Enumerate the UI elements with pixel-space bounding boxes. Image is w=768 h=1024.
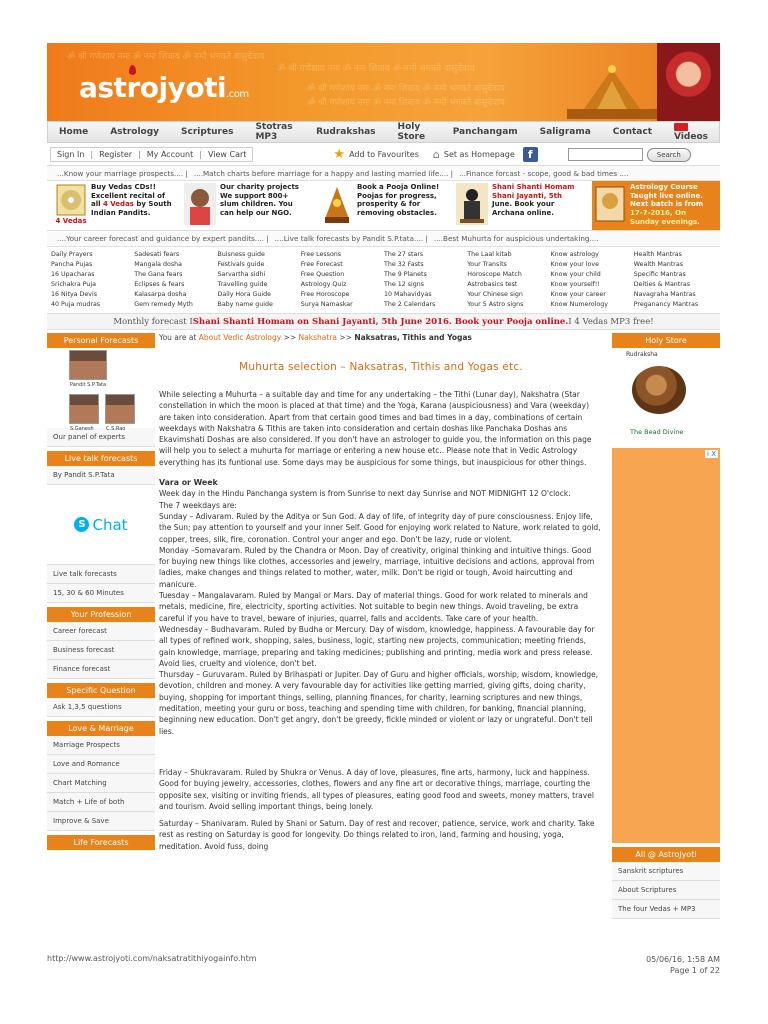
sidebar-item-four-vedas[interactable]: The four Vedas + MP3 [612,900,720,919]
ticker-bar [47,166,720,181]
quick-link[interactable]: Mangala dosha [134,261,182,268]
quick-link[interactable]: Baby name guide [217,301,273,308]
sidebar-item-chart-matching[interactable]: Chart Matching [47,774,155,793]
monthly-forecast-bar [47,314,720,330]
sidebar-item-match-life[interactable]: Match + Life of both [47,793,155,812]
promo-line: Next batch is from [630,200,704,209]
quick-link[interactable]: Health Mantras [633,251,682,258]
quick-link[interactable]: Your 5 Astro signs [467,301,524,308]
logo-text: astrojyoti [79,71,227,104]
divider: | [199,150,202,159]
ticker-bar [47,231,720,247]
monthly-suffix[interactable]: I 4 Vedas MP3 free! [568,316,654,327]
register-link[interactable]: Register [99,150,133,159]
paragraph: Wednesday – Budhavaram. Ruled by Budha or Mercury. Day of wisdom, knowledge, happiness. A favourable day for all types of refined work, shopping, sales, business, logic, starting new projects, communication; meeting friends, gain knowledge, marriage, preparing and taking medicines; publishing and printing, media work and press release. Avoid lies, cruelty and violence, don't bet. [159,624,595,668]
advertisement[interactable] [612,448,720,843]
skype-chat-button[interactable] [47,485,155,565]
breadcrumb-current: Naksatras, Tithis and Yogas [354,333,472,342]
set-homepage-link[interactable]: Set as Homepage [443,150,515,159]
search-button[interactable]: Search [647,148,691,162]
monthly-highlight-link[interactable]: Shani Shanti Homam on Shani Jayanti, 5th June 2016. Book your Pooja online. [192,316,569,327]
promo-astrology-course[interactable] [592,181,720,230]
sidebar-item-finance[interactable]: Finance forecast [47,660,155,679]
promo-line: Taught live online. [630,191,703,200]
quick-link[interactable]: Specific Mantras [633,271,686,278]
quick-link[interactable]: 16 Upacharas [51,271,95,278]
promo-text [492,183,574,218]
quick-link[interactable]: Travelling guide [217,281,268,288]
quick-link[interactable]: Astrology Quiz [300,281,347,288]
breadcrumb-link[interactable]: Nakshatra [298,333,337,342]
quick-link[interactable]: Buisness guide [217,251,265,258]
promo-line: Our charity projects [220,183,299,191]
sidebar-item-pandit[interactable]: By Pandit S.P.Tata [47,466,155,485]
quick-link[interactable]: Srichakra Puja [51,281,97,288]
account-links [50,147,253,162]
expert-caption: Pandit S.P.Tata [70,382,107,388]
quick-link[interactable]: Pancha Pujas [51,261,93,268]
temple-image [567,61,657,119]
quick-link[interactable]: Know Numerology [550,301,608,308]
quick-link[interactable]: Know astrology [550,251,599,258]
sidebar-heading-personal-forecasts[interactable]: Personal Forecasts [47,333,155,348]
left-sidebar [47,333,155,919]
quick-link[interactable]: Preganancy Mantras [633,301,699,308]
paragraph: Sunday – Adivaram. Ruled by the Aditya or Sun God. A day of life, of integrity day of pure consciousness. Enjoy life, the Sun; pay attention to yourself and your inner Self. Good for enjoying work related to Nature, work related to gold, copper, trees, silk, fire, coronation. Control your anger and ego. Don't be lazy, rude or violent. [159,511,601,544]
paragraph: While selecting a Muhurta – a suitable day and time for any undertaking – the Tithi (Lunar day), Nakshatra (Star constellation in which the moon is placed at that time) and the Yoga, Karana (auspiciousness) and Vara (weekday) are taken into consideration. Apart from that certain good times and bad times in a day, combinations of certain weekdays with Nakshatra & Tithis are taken into consideration and certain doshas like Panchaka Doshas ans Ekavimshati Doshas are also considered. If you don't have an astrologer to guide you, the information on this page will help you to select a muhurta for marriage or entering a new house etc.. Please note that in Vedic Astrology everything has its funtional use. Some days may be auspicious for some things, but inauspicious for other things. [159,390,592,467]
promo-line: Shani Shanti Homam [492,183,575,191]
sidebar-item-about-scriptures[interactable]: About Scriptures [612,881,720,900]
ticker-link[interactable]: ...Know your marriage prospects.... | [57,168,188,178]
sidebar-item-marriage[interactable]: Marriage Prospects [47,736,155,755]
promo-line: We support 800+ [220,191,289,200]
nav-scriptures[interactable]: Scriptures [181,127,234,137]
pooja-image [321,183,353,225]
sidebar-item-career[interactable]: Career forecast [47,622,155,641]
promo-line: Book a Pooja Online! [357,183,440,191]
nav-videos[interactable] [663,122,719,142]
sidebar-item-sanskrit[interactable]: Sanskrit scriptures [612,862,720,881]
expert-photo [105,394,135,432]
quick-link[interactable]: Surya Namaskar [300,301,353,308]
chat-label: Chat [92,515,128,534]
promo-charity[interactable] [184,181,321,230]
star-icon: ★ [333,147,346,162]
sidebar-heading-specific-question[interactable]: Specific Question [47,683,155,698]
promo-line [91,200,172,209]
promo-line-part: all [91,200,103,209]
deity-image [657,43,720,121]
promo-vedas-cds[interactable] [47,181,184,230]
promo-strip [47,181,720,231]
quick-link[interactable]: Navagraha Mantras [633,291,696,298]
sidebar-heading-holy-store[interactable]: Holy Store [612,333,720,348]
quick-link[interactable]: Free Horoscope [300,291,350,298]
sidebar-heading-profession[interactable]: Your Profession [47,607,155,622]
breadcrumb-prefix: You are at [159,333,199,342]
new-badge-icon [674,123,688,131]
breadcrumb [159,333,603,347]
sidebar-heading-life-forecasts[interactable]: Life Forecasts [47,835,155,850]
nav-saligrama[interactable]: Saligrama [539,127,591,137]
promo-text [220,183,299,218]
breadcrumb-link[interactable]: About Vedic Astrology [198,333,282,342]
paragraph: Monday –Somavaram. Ruled by the Chandra or Moon. Day of creativity, original thinking and intuitive things. Good for buying new things like clothes, accessories and jewelry, marriage, intuitive decisions and actions, approval from ladies, make changes and things related to mother, water, milk. Don't be rigid or tough, Avoid haircutting and manicure. [159,545,595,589]
view-cart-link[interactable]: View Cart [207,150,247,159]
paragraph: Thursday – Guruvaram. Ruled by Brihaspati or Jupiter. Day of Guru and higher officials, worship, wisdom, knowledge, devotion, children and money. A very favourable day for activities like getting married, giving gifts, doing charity, buying, shopping for important things, selling, planning finances, for charity, learning scriptures and new things, meditation, meeting your guru or boss, teaching and spending time with children, for banking, financial planning, beginning new education. Don't get angry, don't be greedy, fickle minded or violent or lazy or ungrateful. Don't tell lies. [159,670,599,736]
nav-home[interactable]: Home [59,127,89,137]
ticker-link[interactable]: ....Best Muhurta for auspicious undertaking.... [433,234,599,243]
quick-link[interactable]: Eclipses & fears [134,281,185,288]
quick-link[interactable]: The 9 Planets [384,271,427,278]
web-page [47,43,720,919]
sidebar-heading-all-astrojyoti[interactable]: All @ AstroJyoti [612,847,720,862]
quick-link[interactable]: Free Lessons [300,251,342,258]
breadcrumb-separator: >> [336,333,355,342]
quick-link[interactable]: Free Forecast [300,261,343,268]
spacer [159,737,603,767]
paragraph: Tuesday – Mangalavaram. Ruled by Mangal or Mars. Day of material things. Good for work related to minerals and metals, medicine, fire, electricity, sporting activities. Not suitable to begin new things. Avoid traveling, be extra careful if you have to travel, beware of injuries, quarrel, falls and accidents. Take care of your health. [159,591,588,623]
nav-astrology[interactable]: Astrology [110,127,160,137]
banner-script: ॐ श्री गणेशाय नमः ॐ नमः शिवाय ॐ नमो भगवते वासुदेवाय [277,64,475,74]
course-image [594,183,626,225]
article-body [159,389,603,852]
expert-caption: C.S.Rao [106,426,126,432]
promo-line: 17-7-2016, On [630,209,686,218]
quick-link[interactable]: 10 Mahavidyas [384,291,432,298]
promo-line: slum children. You [220,200,293,209]
quick-link[interactable]: Know yourself!! [550,281,600,288]
quick-link[interactable]: The Gana fears [134,271,183,278]
site-logo[interactable] [79,71,249,104]
banner-script: ॐ श्री गणेशाय नमः ॐ नमः शिवाय ॐ नमो भगवते वासुदेवाय [67,52,265,62]
rudraksha-title: Rudraksha [626,351,658,358]
section-heading: Vara or Week [159,478,218,488]
promo-text [357,183,439,218]
sidebar-item-panel-experts[interactable]: Our panel of experts [47,428,155,447]
quick-link[interactable]: Your Transits [467,261,507,268]
promo-line-part: by South [133,200,172,209]
promo-line: removing obstacles. [357,209,437,218]
nav-videos-label: Videos [674,132,708,142]
sidebar-heading-live-talk[interactable]: Live talk forecasts [47,451,155,466]
breadcrumb-separator: >> [281,333,299,342]
quick-link[interactable]: Free Question [300,271,345,278]
promo-line: Excellent recital of [91,191,166,200]
promo-line: prosperity & for [357,200,421,209]
divider: | [90,150,94,159]
promo-line: June. Book your [492,200,555,209]
vedas-cd-label: 4 Vedas [55,217,87,225]
nav-stotras-mp3[interactable]: Stotras MP3 [255,122,293,142]
banner-script: ॐ श्री गणेशाय नमः ॐ नमः शिवाय ॐ नमो भगवते वासुदेवाय [307,84,505,94]
logo-tld: .com [226,89,249,100]
nav-panchangam[interactable]: Panchangam [452,127,518,137]
promo-line: can help our NGO. [220,209,292,218]
quick-link[interactable]: The 27 stars [384,251,424,258]
nav-rudrakshas[interactable]: Rudrakshas [316,127,376,137]
ticker-link[interactable]: ...Finance forcast - scope, good & bad times .... [459,168,629,178]
nav-holy-store[interactable]: Holy Store [397,122,426,142]
print-date: 05/06/16, 1:58 AM [646,955,720,964]
sidebar-item-minutes[interactable]: 15, 30 & 60 Minutes [47,584,155,603]
sidebar-item-romance[interactable]: Love and Romance [47,755,155,774]
print-footer-url: http://www.astrojyoti.com/naksatratithiyogainfo.htm [47,954,257,963]
paragraph: Friday – Shukravaram. Ruled by Shukra or Venus. A day of love, pleasures, fine arts, harmony, luck and happiness. Good for buying jewelry, accessories, clothes, flowers and any fine art or decorative things, marriage, courting the opposite sex, visiting or inviting friends, all types of pleasures, eating good food and sweets, money matters, travel and tourism. Avoid selling important things, being lonely. [159,767,594,811]
print-page-number: Page 1 of 22 [670,966,720,975]
promo-shani-homam[interactable] [456,181,592,230]
quick-link[interactable]: Sadesati fears [134,251,180,258]
paragraph: The 7 weekdays are: [159,500,237,510]
my-account-link[interactable]: My Account [146,150,194,159]
promo-line: Astrology Course [630,183,698,191]
quick-link[interactable]: Sarvartha sidhi [217,271,266,278]
quick-link[interactable]: The 12 signs [384,281,425,288]
print-footer-meta [640,954,720,976]
account-bar [47,144,720,166]
ticker-link[interactable]: ....Your career forecast and guidance by expert pandits.... | [57,234,269,243]
sidebar-item-business[interactable]: Business forecast [47,641,155,660]
rudraksha-caption: The Bead Divine [630,428,684,436]
expert-photo [69,394,99,432]
vedas-cd-image [55,183,87,225]
expert-caption: S.Ganesh [70,426,94,432]
paragraph: Saturday – Shanivaram. Ruled by Shani or Saturn. Day of rest and recover, patience, service, work and charity. Take rest as resting on Saturday is good for longevity. Do things related to iron, land, farming and housing, yoga, meditation. Avoid fuss, doing [159,819,595,851]
shani-deity-image [456,183,488,225]
quick-link[interactable]: Kalasarpa dosha [134,291,187,298]
quick-links-grid [47,247,720,314]
quick-link[interactable]: Festivals guide [217,261,265,268]
paragraph: Week day in the Hindu Panchanga system is from Sunrise to next day Sunrise and NOT MIDNIGHT 12 O'clock. [159,489,571,499]
quick-link[interactable]: Know your child [550,271,601,278]
quick-link[interactable]: Your Chinese sign [467,291,523,298]
content-columns [47,333,720,919]
rudraksha-promo[interactable] [612,348,720,444]
experts-panel[interactable] [47,348,155,432]
nav-contact[interactable]: Contact [612,127,653,137]
main-content [155,333,608,919]
rudraksha-bead-image [632,366,686,414]
quick-link[interactable]: Daily Hora Guide [217,291,271,298]
sidebar-item-live-talk[interactable]: Live talk forecasts [47,565,155,584]
monthly-prefix[interactable]: Monthly forecast I [113,316,193,327]
facebook-icon[interactable]: f [523,147,538,162]
skype-icon: S [74,517,89,532]
quick-link[interactable]: The Laal kitab [467,251,512,258]
charity-child-image [184,183,216,225]
promo-line: Sunday evenings. [630,217,700,226]
site-banner [47,43,720,121]
sidebar-heading-love-marriage[interactable]: Love & Marriage [47,721,155,736]
promo-line: Shani Jayanti, 5th [492,191,562,200]
quick-link[interactable]: 16 Nitya Devis [51,291,98,298]
sign-in-link[interactable]: Sign In [57,150,85,159]
quick-link[interactable]: Daily Prayers [51,251,93,258]
promo-line: Archana online. [492,209,554,218]
quick-link[interactable]: Astrobasics test [467,281,518,288]
promo-line: Poojas for progress, [357,191,437,200]
quick-link[interactable]: Deities & Mantras [633,281,690,288]
promo-line: Indian Pandits. [91,209,151,218]
promo-text [630,183,703,227]
quick-link[interactable]: Know your career [550,291,606,298]
add-favourites-link[interactable]: Add to Favourites [349,150,419,159]
ticker-link[interactable]: ....Live talk forecasts by Pandit S.P.tata.... | [274,234,428,243]
quick-link[interactable]: Wealth Mantras [633,261,684,268]
quick-link[interactable]: Know your love [550,261,599,268]
quick-link[interactable]: Horoscope Match [467,271,522,278]
sidebar-item-improve[interactable]: Improve & Save [47,812,155,831]
promo-pooja[interactable] [321,181,456,230]
ticker-link[interactable]: ....Match charts before marriage for a happy and lasting married life.... | [193,168,454,178]
search-input[interactable] [568,148,643,161]
promo-text [91,183,172,218]
main-navigation [47,121,720,143]
ad-choices-icon[interactable]: i X [707,450,716,458]
promo-highlight: 4 Vedas [102,200,134,209]
expert-photo [69,350,107,388]
quick-link[interactable]: The 2 Calendars [384,301,436,308]
home-icon: ⌂ [432,148,440,161]
banner-script: ॐ श्री गणेशाय नमः ॐ नमः शिवाय ॐ नमो भगवते वासुदेवाय [307,98,505,108]
quick-link[interactable]: Gem remedy Myth [134,301,193,308]
page-title: Muhurta selection – Naksatras, Tithis and Yogas etc. [239,361,523,373]
divider: | [138,150,141,159]
promo-line: Buy Vedas CDs!! [91,183,156,191]
quick-link[interactable]: The 32 Fasts [384,261,424,268]
quick-link[interactable]: 40 Puja mudras [51,301,101,308]
right-sidebar [612,333,720,919]
sidebar-item-ask[interactable]: Ask 1,3,5 questions [47,698,155,717]
